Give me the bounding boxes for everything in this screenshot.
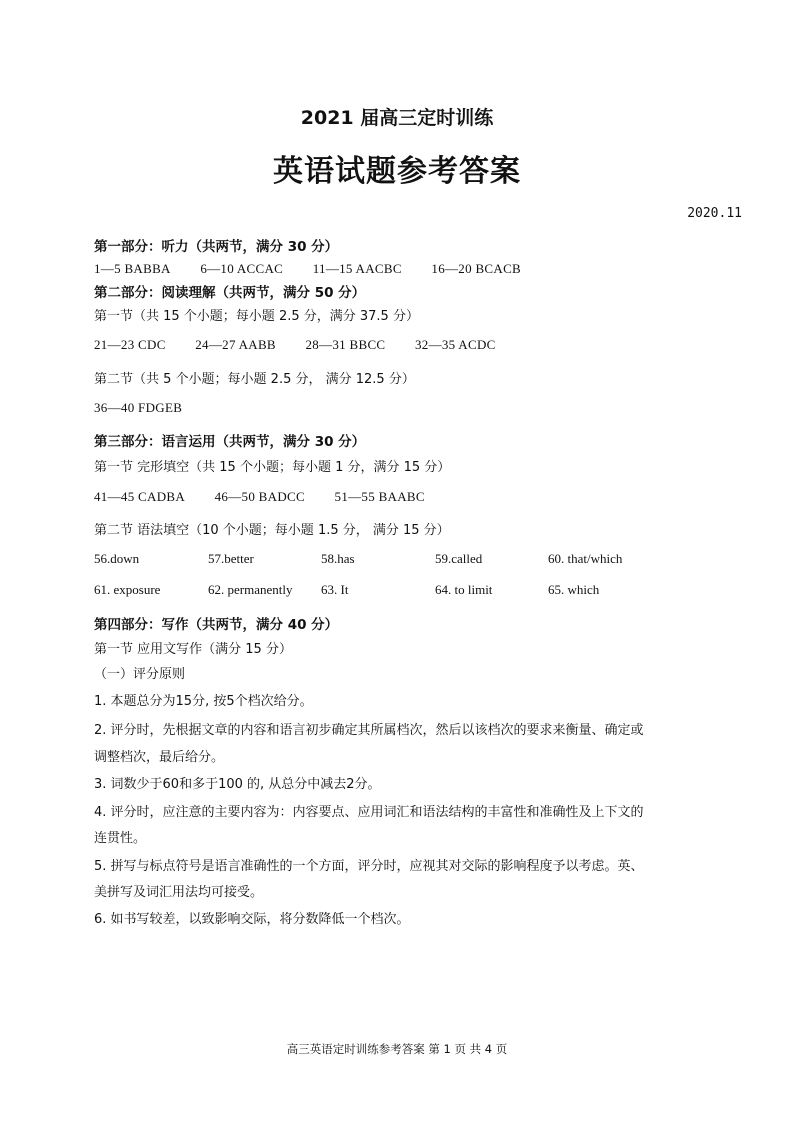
answer-group: 36—40 FDGEB	[94, 400, 183, 415]
answer-group: 28—31 BBCC	[305, 337, 386, 352]
part1-heading: 第一部分：听力（共两节，满分 30 分）	[94, 239, 339, 255]
criteria-item: 5. 拼写与标点符号是语言准确性的一个方面，评分时，应视其对交际的影响程度予以考虑。英、	[94, 859, 644, 874]
answer-group: 32—35 ACDC	[414, 337, 496, 352]
answer-group: 16—20 BCACB	[431, 261, 522, 276]
criteria-title: （一）评分原则	[94, 667, 186, 682]
criteria-item: 6. 如书写较差，以致影响交际，将分数降低一个档次。	[94, 912, 410, 927]
grammar-answer: 62. permanently	[208, 582, 293, 597]
part3-section1-title: 第一节 完形填空（共 15 个小题；每小题 1 分，满分 15 分）	[94, 460, 451, 475]
criteria-item: 3. 词数少于60和多于100 的, 从总分中减去2分。	[94, 777, 381, 792]
part2-section1-answers	[94, 337, 522, 353]
grammar-answer: 64. to limit	[435, 582, 493, 597]
part3-heading: 第三部分：语言运用（共两节，满分 30 分）	[94, 434, 366, 450]
answer-group: 41—45 CADBA	[94, 489, 186, 504]
answer-group: 6—10 ACCAC	[200, 261, 284, 276]
criteria-item: 连贯性。	[94, 831, 147, 846]
grammar-answer: 60. that/which	[548, 551, 623, 566]
grammar-answer: 65. which	[548, 582, 600, 597]
grammar-answer: 56.down	[94, 551, 140, 566]
criteria-item: 2. 评分时，先根据文章的内容和语言初步确定其所属档次，然后以该档次的要求来衡量、确定或	[94, 723, 644, 738]
part4-section1-title: 第一节 应用文写作（满分 15 分）	[94, 642, 292, 657]
answer-group: 24—27 AABB	[195, 337, 276, 352]
part1-answers	[94, 261, 547, 277]
criteria-item: 美拼写及词汇用法均可接受。	[94, 885, 264, 900]
part2-section1-title: 第一节（共 15 个小题；每小题 2.5 分，满分 37.5 分）	[94, 309, 419, 324]
document-subtitle: 英语试题参考答案	[273, 154, 521, 189]
document-date: 2020.11	[687, 206, 742, 221]
answer-group: 21—23 CDC	[94, 337, 166, 352]
grammar-answer: 57.better	[208, 551, 254, 566]
criteria-item: 1. 本题总分为15分, 按5个档次给分。	[94, 694, 313, 709]
answer-group: 51—55 BAABC	[334, 489, 425, 504]
page-footer: 高三英语定时训练参考答案 第 1 页 共 4 页	[286, 1042, 508, 1056]
criteria-item: 4. 评分时，应注意的主要内容为：内容要点、应用词汇和语法结构的丰富性和准确性及上下文的	[94, 805, 644, 820]
grammar-answer: 61. exposure	[94, 582, 161, 597]
answer-group: 46—50 BADCC	[214, 489, 305, 504]
part2-section2-title: 第二节（共 5 个小题；每小题 2.5 分， 满分 12.5 分）	[94, 372, 415, 387]
document-title: 2021 届高三定时训练	[300, 107, 494, 129]
answer-group: 11—15 AACBC	[312, 261, 402, 276]
part3-section1-answers	[94, 489, 451, 505]
answer-group: 1—5 BABBA	[94, 261, 171, 276]
grammar-answer: 59.called	[435, 551, 483, 566]
part4-heading: 第四部分：写作（共两节，满分 40 分）	[94, 617, 339, 633]
grammar-answer: 58.has	[321, 551, 355, 566]
part3-section2-title: 第二节 语法填空（10 个小题；每小题 1.5 分， 满分 15 分）	[94, 523, 450, 538]
grammar-answer: 63. It	[321, 582, 349, 597]
part2-heading: 第二部分：阅读理解（共两节，满分 50 分）	[94, 285, 366, 301]
criteria-item: 调整档次，最后给分。	[94, 750, 225, 765]
part2-section2-answers	[94, 400, 208, 416]
